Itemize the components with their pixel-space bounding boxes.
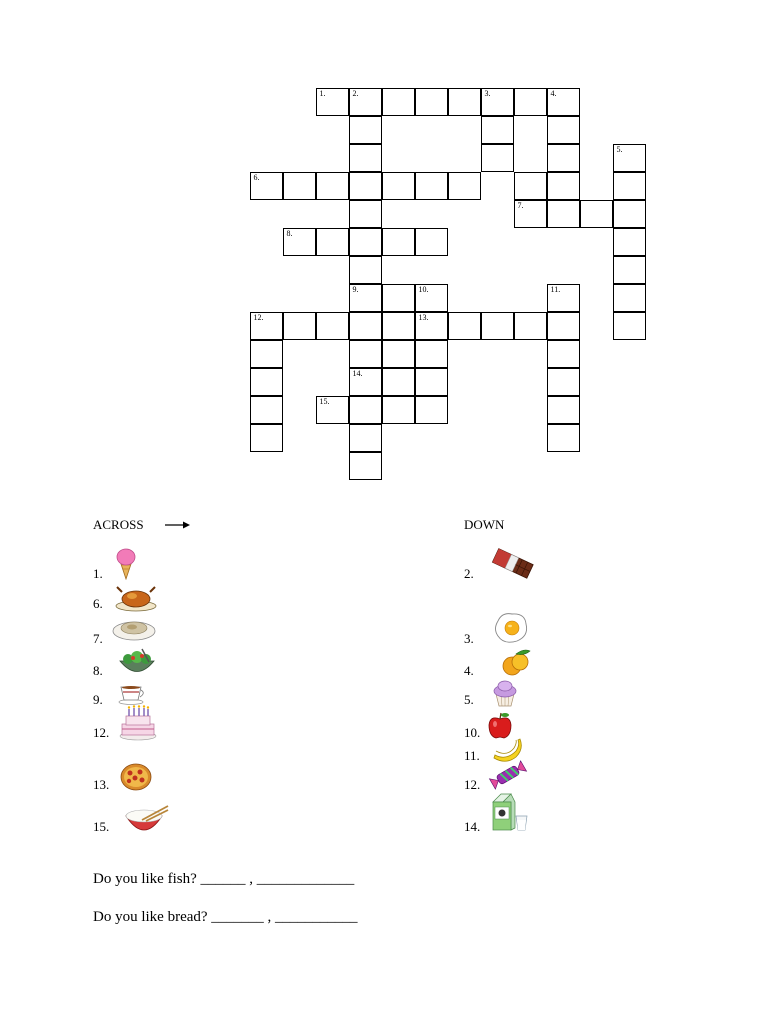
clue-number-label: 10. [418, 284, 429, 294]
across-clue-13 [93, 777, 109, 793]
clue-number: 11. [464, 748, 480, 763]
crossword-cell[interactable] [316, 88, 349, 116]
across-clue-12 [93, 725, 109, 741]
crossword-cell[interactable] [580, 200, 613, 228]
crossword-cell[interactable] [514, 172, 547, 200]
crossword-cell[interactable] [349, 424, 382, 452]
crossword-cell[interactable] [349, 340, 382, 368]
crossword-cell[interactable] [349, 116, 382, 144]
question-fish: Do you like fish? ______ , _____________ [93, 871, 355, 887]
clue-number: 5. [464, 692, 474, 707]
crossword-cell[interactable] [514, 88, 547, 116]
cupcake-icon [491, 679, 519, 707]
fried-egg-icon [492, 611, 530, 645]
tea-cup-icon [118, 683, 146, 705]
crossword-cell[interactable] [415, 396, 448, 424]
crossword-cell[interactable] [448, 312, 481, 340]
crossword-cell[interactable] [349, 200, 382, 228]
clue-number-label: 4. [550, 88, 557, 98]
crossword-cell[interactable] [382, 340, 415, 368]
crossword-cell[interactable] [349, 312, 382, 340]
crossword-cell[interactable] [382, 396, 415, 424]
crossword-cell[interactable] [316, 228, 349, 256]
crossword-cell[interactable] [349, 88, 382, 116]
clue-number: 13. [93, 777, 110, 792]
crossword-cell[interactable] [382, 312, 415, 340]
crossword-cell[interactable] [547, 424, 580, 452]
across-clue-1 [93, 566, 103, 582]
clue-number: 9. [93, 692, 103, 707]
crossword-cell[interactable] [613, 228, 646, 256]
crossword-cell[interactable] [547, 88, 580, 116]
clue-number-label: 12. [253, 312, 264, 322]
crossword-cell[interactable] [514, 200, 547, 228]
down-clue-12 [464, 777, 480, 793]
arrow-right-icon [165, 520, 191, 530]
crossword-cell[interactable] [349, 284, 382, 312]
crossword-cell[interactable] [382, 368, 415, 396]
crossword-cell[interactable] [547, 396, 580, 424]
clue-number: 7. [93, 631, 103, 646]
rice-bowl-icon [122, 804, 170, 834]
crossword-cell[interactable] [382, 284, 415, 312]
question-bread: Do you like bread? _______ , ___________ [93, 909, 358, 925]
mango-icon [498, 647, 532, 677]
across-clue-6 [93, 596, 103, 612]
crossword-cell[interactable] [613, 284, 646, 312]
crossword-cell[interactable] [547, 340, 580, 368]
crossword-cell[interactable] [613, 256, 646, 284]
crossword-cell[interactable] [250, 172, 283, 200]
crossword-cell[interactable] [250, 340, 283, 368]
crossword-cell[interactable] [316, 172, 349, 200]
across-heading: ACROSS [93, 517, 144, 532]
crossword-cell[interactable] [547, 284, 580, 312]
across-clue-15 [93, 819, 109, 835]
crossword-cell[interactable] [382, 88, 415, 116]
clue-number-label: 3. [484, 88, 491, 98]
clue-number-label: 11. [550, 284, 561, 294]
crossword-cell[interactable] [547, 116, 580, 144]
soup-bowl-icon [111, 616, 157, 642]
clue-number: 15. [93, 819, 110, 834]
crossword-cell[interactable] [547, 172, 580, 200]
clue-number: 14. [464, 819, 481, 834]
down-clue-11 [464, 748, 480, 764]
crossword-cell[interactable] [415, 368, 448, 396]
candy-icon [488, 760, 528, 790]
clue-number-label: 8. [286, 228, 293, 238]
crossword-cell[interactable] [316, 312, 349, 340]
across-clue-9 [93, 692, 103, 708]
crossword-cell[interactable] [613, 200, 646, 228]
clue-number: 2. [464, 566, 474, 581]
clue-number-label: 9. [352, 284, 359, 294]
milk-carton-icon [489, 792, 529, 832]
clue-number-label: 13. [418, 312, 429, 322]
crossword-cell[interactable] [349, 368, 382, 396]
crossword-cell[interactable] [547, 200, 580, 228]
down-clue-14 [464, 819, 480, 835]
clue-number: 12. [93, 725, 110, 740]
crossword-cell[interactable] [283, 172, 316, 200]
crossword-cell[interactable] [316, 396, 349, 424]
salad-icon [117, 648, 157, 676]
crossword-cell[interactable] [547, 144, 580, 172]
clue-number: 1. [93, 566, 103, 581]
crossword-cell[interactable] [250, 312, 283, 340]
clue-number: 4. [464, 663, 474, 678]
roast-chicken-icon [114, 584, 158, 612]
crossword-cell[interactable] [415, 340, 448, 368]
crossword-cell[interactable] [250, 424, 283, 452]
clue-number: 8. [93, 663, 103, 678]
crossword-cell[interactable] [349, 256, 382, 284]
crossword-cell[interactable] [250, 396, 283, 424]
down-clue-10 [464, 725, 480, 741]
clue-number: 6. [93, 596, 103, 611]
birthday-cake-icon [119, 705, 157, 741]
down-clue-4 [464, 663, 474, 679]
crossword-grid [0, 0, 768, 500]
crossword-cell[interactable] [415, 312, 448, 340]
crossword-cell[interactable] [415, 172, 448, 200]
crossword-cell[interactable] [349, 172, 382, 200]
crossword-cell[interactable] [547, 312, 580, 340]
crossword-cell[interactable] [481, 144, 514, 172]
down-clue-3 [464, 631, 474, 647]
across-clue-8 [93, 663, 103, 679]
crossword-cell[interactable] [481, 88, 514, 116]
crossword-cell[interactable] [415, 88, 448, 116]
clue-number-label: 2. [352, 88, 359, 98]
crossword-cell[interactable] [514, 312, 547, 340]
clue-number-label: 15. [319, 396, 330, 406]
crossword-cell[interactable] [481, 116, 514, 144]
down-clue-5 [464, 692, 474, 708]
crossword-cell[interactable] [415, 284, 448, 312]
down-clue-2 [464, 566, 474, 582]
clue-number-label: 1. [319, 88, 326, 98]
clue-number-label: 7. [517, 200, 524, 210]
across-clue-7 [93, 631, 103, 647]
down-heading: DOWN [464, 517, 505, 532]
ice-cream-icon [115, 548, 137, 580]
clue-number: 3. [464, 631, 474, 646]
chocolate-bar-icon [490, 546, 536, 580]
crossword-cell[interactable] [448, 88, 481, 116]
clue-number-label: 14. [352, 368, 363, 378]
crossword-cell[interactable] [283, 228, 316, 256]
apple-icon [486, 711, 514, 739]
crossword-cell[interactable] [349, 144, 382, 172]
crossword-cell[interactable] [382, 228, 415, 256]
crossword-cell[interactable] [613, 312, 646, 340]
crossword-cell[interactable] [349, 228, 382, 256]
clue-number: 12. [464, 777, 481, 792]
crossword-cell[interactable] [613, 172, 646, 200]
pizza-icon [120, 763, 152, 791]
crossword-cell[interactable] [382, 172, 415, 200]
crossword-cell[interactable] [448, 172, 481, 200]
clue-number-label: 5. [616, 144, 623, 154]
crossword-cell[interactable] [547, 368, 580, 396]
crossword-cell[interactable] [250, 368, 283, 396]
crossword-cell[interactable] [613, 144, 646, 172]
crossword-cell[interactable] [415, 228, 448, 256]
crossword-cell[interactable] [349, 452, 382, 480]
clue-number-label: 6. [253, 172, 260, 182]
crossword-cell[interactable] [481, 312, 514, 340]
crossword-cell[interactable] [283, 312, 316, 340]
clue-number: 10. [464, 725, 481, 740]
crossword-cell[interactable] [349, 396, 382, 424]
